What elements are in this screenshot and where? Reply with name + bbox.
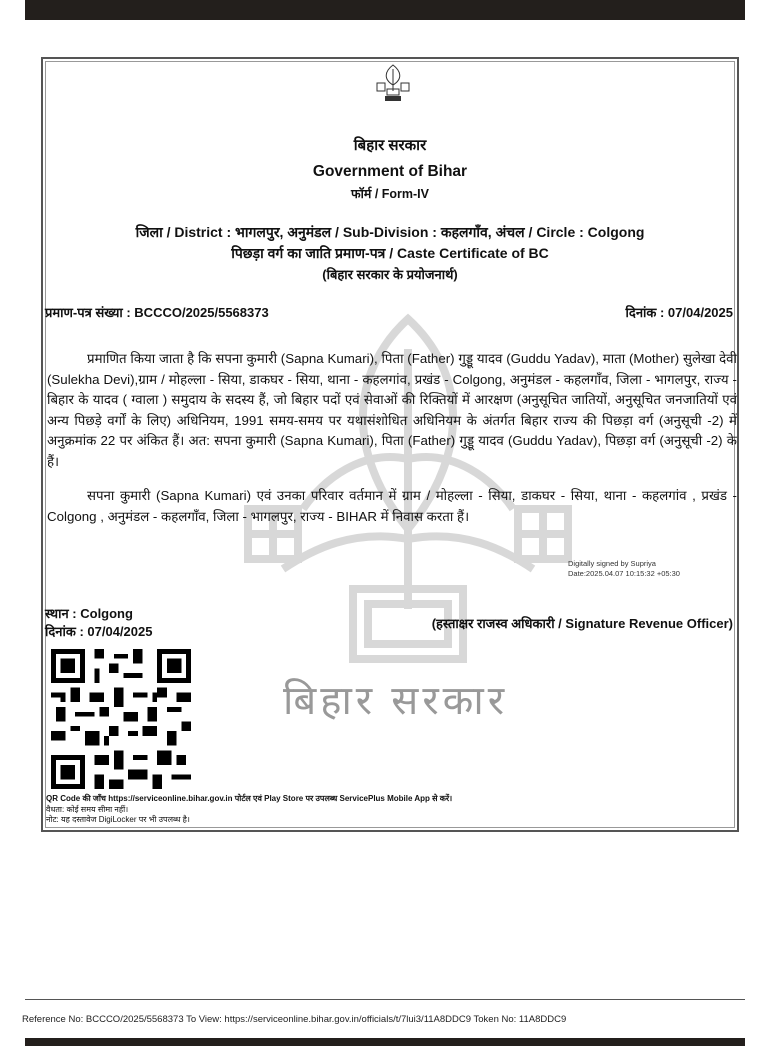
issue-date: दिनांक : 07/04/2025 (625, 305, 733, 320)
digilocker-note: नोट: यह दस्तावेज DigiLocker पर भी उपलब्ध है। (46, 815, 190, 824)
place: स्थान : Colgong (45, 606, 133, 621)
notes (46, 794, 452, 826)
title-hindi: बिहार सरकार (353, 137, 427, 154)
certificate (41, 57, 739, 832)
district-line: जिला / District : भागलपुर, अनुमंडल / Sub-Division : कहलगाँव, अंचल / Circle : Colgong (135, 224, 645, 240)
signature-date: दिनांक : 07/04/2025 (45, 624, 153, 639)
certificate-number: प्रमाण-पत्र संख्या : BCCCO/2025/5568373 (45, 305, 269, 320)
signature-officer: (हस्ताक्षर राजस्व अधिकारी / Signature Revenue Officer) (431, 616, 733, 631)
validity-note: वैधता: कोई समय सीमा नहीं। (46, 804, 129, 814)
title-english: Government of Bihar (312, 163, 468, 180)
footer-divider (25, 999, 745, 1000)
purpose: (बिहार सरकार के प्रयोजनार्थ) (322, 267, 458, 282)
top-bar (25, 0, 745, 20)
form-number: फॉर्म / Form-IV (351, 187, 429, 201)
qr-verification-note: QR Code की जाँच https://serviceonline.bihar.gov.in पोर्टल एवं Play Store पर उपलब्ध ServicePlus Mobile App से करें। (46, 794, 453, 803)
bihar-emblem-logo (373, 63, 413, 103)
residence-paragraph (47, 486, 737, 527)
digital-signature (568, 559, 680, 579)
digital-signed-date: Date:2025.04.07 10:15:32 +05:30 (568, 569, 680, 578)
bottom-bar (25, 1038, 745, 1046)
certification-paragraph (47, 349, 737, 472)
qr-code[interactable] (51, 649, 191, 789)
paragraph-2-text: सपना कुमारी (Sapna Kumari) एवं उनका परिवार वर्तमान में ग्राम / मोहल्ला - सिया, डाकघर - सिया, थाना - कहलगांव , प्रखंड - Colgong , अनुमंडल - कहलगाँव, जिला - भागलपुर, राज्य - BIHAR में निवास करता हैं। (47, 488, 737, 524)
paragraph-1-text: प्रमाणित किया जाता है कि सपना कुमारी (Sapna Kumari), पिता (Father) गुड्डू यादव (Guddu Yadav), माता (Mother) सुलेखा देवी (Sulekha Devi),ग्राम / मोहल्ला - सिया, डाकघर - सिया, थाना - कहलगांव, प्रखंड - Colgong, अनुमंडल - कहलगाँव, जिला - भागलपुर, राज्य - बिहार के यादव ( ग्वाला ) समुदाय के सदस्य हैं, जो बिहार पदों एवं सेवाओं की रिक्तियों में आरक्षण (अनुसूचित जातियों, अनुसूचित जनजातियों एवं अन्य पिछड़े वर्गों के लिए) अधिनियम, 1991 समय-समय पर यथासंशोधित अधिनियम के अंतर्गत बिहार राज्य की पिछड़ा वर्ग (अनुसूची -2) में अनुक्रमांक 22 पर अंकित हैं। अत: सपना कुमारी (Sapna Kumari), पिता (Father) गुड्डू यादव (Guddu Yadav), पिछड़ा वर्ग (अनुसूची -2) के हैं। (47, 351, 737, 469)
watermark-text: बिहार सरकार (283, 679, 509, 723)
footer-reference: Reference No: BCCCO/2025/5568373 To View: https://serviceonline.bihar.gov.in/officials/t/7lui3/11A8DDC9 Token No: 11A8DDC9 (22, 1014, 567, 1025)
digital-signed-by: Digitally signed by Supriya (568, 559, 656, 568)
certificate-title: पिछड़ा वर्ग का जाति प्रमाण-पत्र / Caste Certificate of BC (231, 245, 549, 261)
